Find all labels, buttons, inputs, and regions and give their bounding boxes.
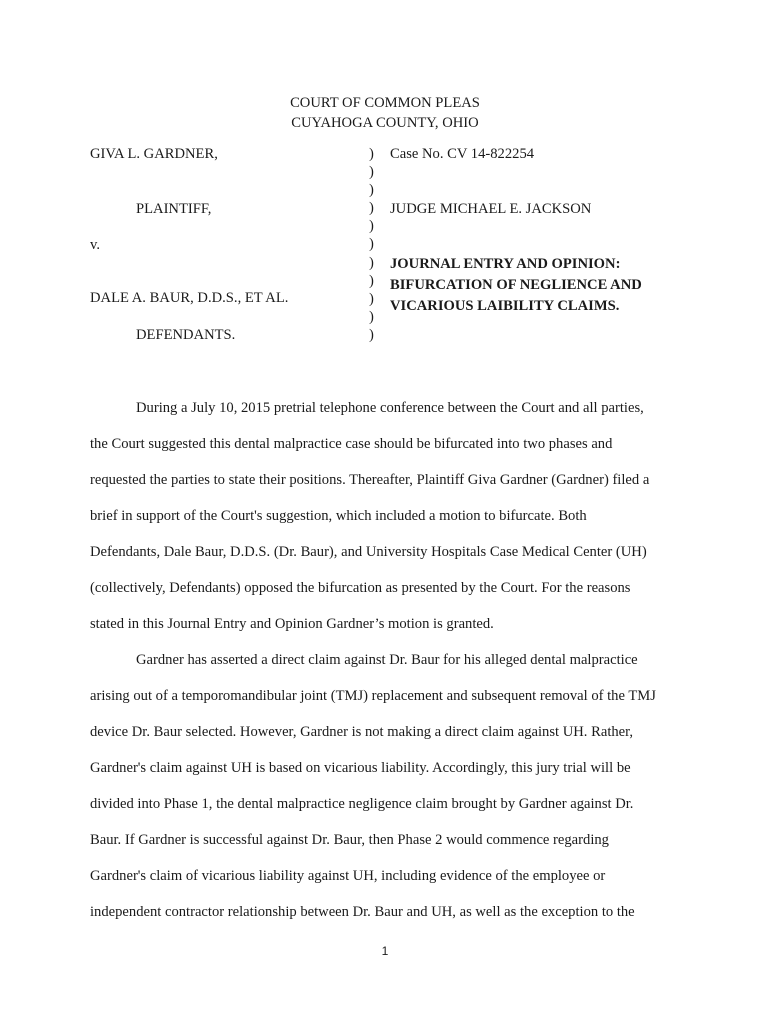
caption-paren: ) bbox=[369, 218, 374, 235]
body-line: independent contractor relationship between Dr. Baur and UH, as well as the exception to the bbox=[90, 904, 635, 920]
document-title-line: BIFURCATION OF NEGLIENCE AND bbox=[390, 277, 642, 293]
court-name: COURT OF COMMON PLEAS bbox=[290, 95, 480, 111]
opinion-body bbox=[90, 390, 670, 930]
body-line: divided into Phase 1, the dental malpractice negligence claim brought by Gardner against Dr. bbox=[90, 796, 634, 812]
caption-paren: ) bbox=[369, 326, 374, 343]
body-line: During a July 10, 2015 pretrial telephone conference between the Court and all parties, bbox=[136, 400, 644, 416]
document-title-line: JOURNAL ENTRY AND OPINION: bbox=[390, 256, 621, 272]
caption-paren: ) bbox=[369, 164, 374, 181]
body-line: Gardner's claim of vicarious liability against UH, including evidence of the employee or bbox=[90, 868, 606, 884]
caption-paren: ) bbox=[369, 254, 374, 271]
judge-name: JUDGE MICHAEL E. JACKSON bbox=[390, 201, 592, 217]
body-line: Defendants, Dale Baur, D.D.S. (Dr. Baur), and University Hospitals Case Medical Center (UH) bbox=[90, 544, 647, 560]
body-line: Baur. If Gardner is successful against Dr. Baur, then Phase 2 would commence regarding bbox=[90, 832, 609, 848]
body-line: Gardner has asserted a direct claim against Dr. Baur for his alleged dental malpractice bbox=[136, 652, 638, 668]
body-line: stated in this Journal Entry and Opinion Gardner’s motion is granted. bbox=[90, 616, 494, 632]
caption-paren: ) bbox=[369, 290, 374, 307]
caption-paren: ) bbox=[369, 236, 374, 253]
caption-paren: ) bbox=[369, 182, 374, 199]
plaintiff-name: GIVA L. GARDNER, bbox=[90, 146, 218, 162]
body-line: brief in support of the Court's suggestion, which included a motion to bifurcate. Both bbox=[90, 508, 587, 524]
defendant-name: DALE A. BAUR, D.D.S., ET AL. bbox=[90, 290, 289, 306]
body-line: Gardner's claim against UH is based on vicarious liability. Accordingly, this jury trial will be bbox=[90, 760, 631, 776]
body-line: arising out of a temporomandibular joint (TMJ) replacement and subsequent removal of the TMJ bbox=[90, 688, 656, 704]
court-header bbox=[0, 93, 770, 133]
caption-paren: ) bbox=[369, 308, 374, 325]
document-title-line: VICARIOUS LAIBILITY CLAIMS. bbox=[390, 298, 620, 314]
caption-paren: ) bbox=[369, 200, 374, 217]
body-line: device Dr. Baur selected. However, Gardner is not making a direct claim against UH. Rather, bbox=[90, 724, 634, 740]
case-number: Case No. CV 14-822254 bbox=[390, 146, 535, 162]
versus-label: v. bbox=[90, 237, 100, 253]
caption-paren: ) bbox=[369, 272, 374, 289]
document-title bbox=[390, 254, 642, 317]
body-line: requested the parties to state their positions. Thereafter, Plaintiff Giva Gardner (Gardner) filed a bbox=[90, 472, 650, 488]
plaintiff-role: PLAINTIFF, bbox=[136, 201, 212, 217]
body-line: (collectively, Defendants) opposed the bifurcation as presented by the Court. For the reasons bbox=[90, 580, 631, 596]
defendant-role: DEFENDANTS. bbox=[136, 327, 236, 343]
caption-divider bbox=[369, 145, 374, 344]
body-line: the Court suggested this dental malpractice case should be bifurcated into two phases and bbox=[90, 436, 613, 452]
court-county: CUYAHOGA COUNTY, OHIO bbox=[291, 115, 479, 131]
caption-paren: ) bbox=[369, 146, 374, 162]
page-number: 1 bbox=[381, 944, 389, 958]
